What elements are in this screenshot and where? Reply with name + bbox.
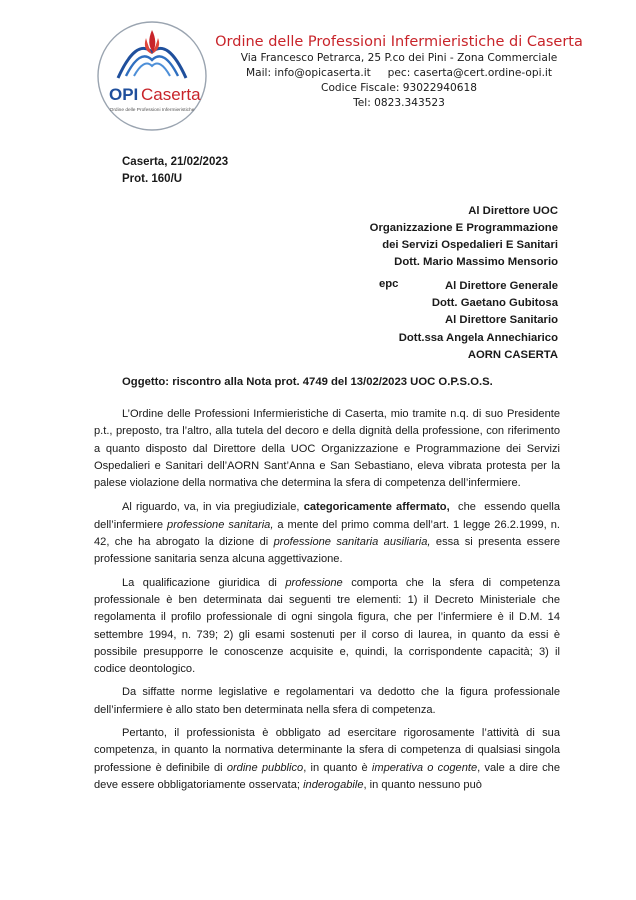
text-run: a mente del primo comma dell’art. 1 legge 26.2.1999, n. 42, che ha abrogato la dizione di — [94, 518, 560, 549]
emphasis-italic: ordine pubblico — [226, 761, 304, 774]
emphasis-italic: professione sanitaria ausiliaria, — [273, 536, 431, 549]
logo-tagline: Ordine delle Professioni Infermieristiche — [109, 108, 195, 113]
org-mail: Mail: info@opicaserta.it pec: caserta@cert.ordine-opi.it — [245, 67, 553, 79]
recipients-block — [228, 203, 558, 271]
recipient-line: Dott. Mario Massimo Mensorio — [394, 256, 558, 268]
text-run: La qualificazione giuridica di — [122, 576, 286, 589]
letter-body — [94, 406, 564, 800]
emphasis-italic: professione sanitaria, — [167, 518, 274, 531]
body-paragraph-1: L’Ordine delle Professioni Infermieristiche di Caserta, mio tramite n.q. di suo Presidente p.t., preposto, tra l’altro, alla tutela del decoro e della dignità della professione, con riferimento a quanto disposto dal Direttore della UOC Organizzazione e Programmazione dei Servizi Ospedalieri e Sanitari dell’AORN Sant’Anna e San Sebastiano, eleva vibrata protesta per la palese violazione della normativa che determina la sfera di competenza dell’infermiere. — [94, 408, 560, 490]
place-date: Caserta, 21/02/2023 — [122, 156, 229, 168]
subject-line: Oggetto: riscontro alla Nota prot. 4749 del 13/02/2023 UOC O.P.S.O.S. — [122, 376, 493, 388]
body-paragraph-4: Da siffatte norme legislative e regolamentari va dedotto che la figura professionale dell’infermiere è allo stato ben determinata nella sfera di competenza. — [94, 686, 560, 716]
cc-line: AORN CASERTA — [467, 348, 558, 361]
protocol-number: Prot. 160/U — [122, 173, 183, 185]
text-run: essa si presenta essere professione sanitaria senza alcuna aggettivazione. — [94, 536, 561, 566]
text-run: Al riguardo, va, in via pregiudiziale, — [122, 501, 304, 514]
cc-line: Al Direttore Generale — [444, 280, 558, 292]
body-paragraph-5 — [94, 725, 560, 794]
emphasis-italic: professione — [285, 576, 343, 589]
org-address: Via Francesco Petrarca, 25 P.co dei Pini - Zona Commerciale — [240, 52, 558, 64]
recipient-line: Organizzazione E Programmazione — [369, 222, 558, 234]
text-run: Pertanto, il professionista è obbligato ad esercitare rigorosamente l’attività di sua competenza, in quanto la normativa determinante la sfera di competenza di qualsiasi singola professione è definibile di — [94, 727, 560, 774]
text-run: , in quanto è — [303, 761, 372, 774]
place-date-block — [122, 154, 228, 188]
emphasis-italic: inderogabile — [303, 778, 364, 791]
org-phone: Tel: 0823.343523 — [353, 97, 445, 109]
text-run: che essendo quella dell’infermiere — [94, 501, 564, 531]
opi-caserta-logo — [96, 18, 208, 134]
epc-label: epc — [379, 278, 399, 290]
text-run: , vale a dire che deve essere obbligatoriamente osservata; — [94, 761, 561, 791]
org-fiscal-code: Codice Fiscale: 93022940618 — [321, 82, 477, 94]
text-run: , in quanto nessuno può — [363, 778, 482, 791]
logo-city-text: Caserta — [141, 85, 201, 104]
recipient-line: Al Direttore UOC — [468, 205, 558, 217]
cc-line: Dott. Gaetano Gubitosa — [431, 297, 558, 310]
cc-line: Al Direttore Sanitario — [445, 314, 558, 327]
org-name: Ordine delle Professioni Infermieristiche di Caserta — [215, 34, 583, 50]
emphasis-italic: imperativa o cogente — [371, 761, 478, 774]
cc-recipients-block — [278, 278, 558, 364]
letterhead — [214, 34, 584, 111]
logo-main-text: OPI — [109, 85, 139, 104]
emphasis-bold: categoricamente affermato, — [303, 501, 450, 514]
body-paragraph-2 — [94, 499, 564, 568]
body-paragraph-3 — [94, 575, 560, 679]
text-run: comporta che la sfera di competenza professionale è ben determinata dai seguenti tre elementi: 1) il Decreto Ministeriale che regolamenta il profilo professionale di ogni singola figura, che per l’infermiere è il D.M. 14 settembre 1994, n. 739; 2) gli esami sostenuti per il corso di laurea, in quanto da essi è possibile presupporre le conoscenze acquisite e, quindi, la corrispondente capacità; 3) il codice deontologico. — [94, 576, 561, 676]
cc-line: Dott.ssa Angela Annechiarico — [398, 331, 558, 344]
recipient-line: dei Servizi Ospedalieri E Sanitari — [382, 239, 558, 251]
